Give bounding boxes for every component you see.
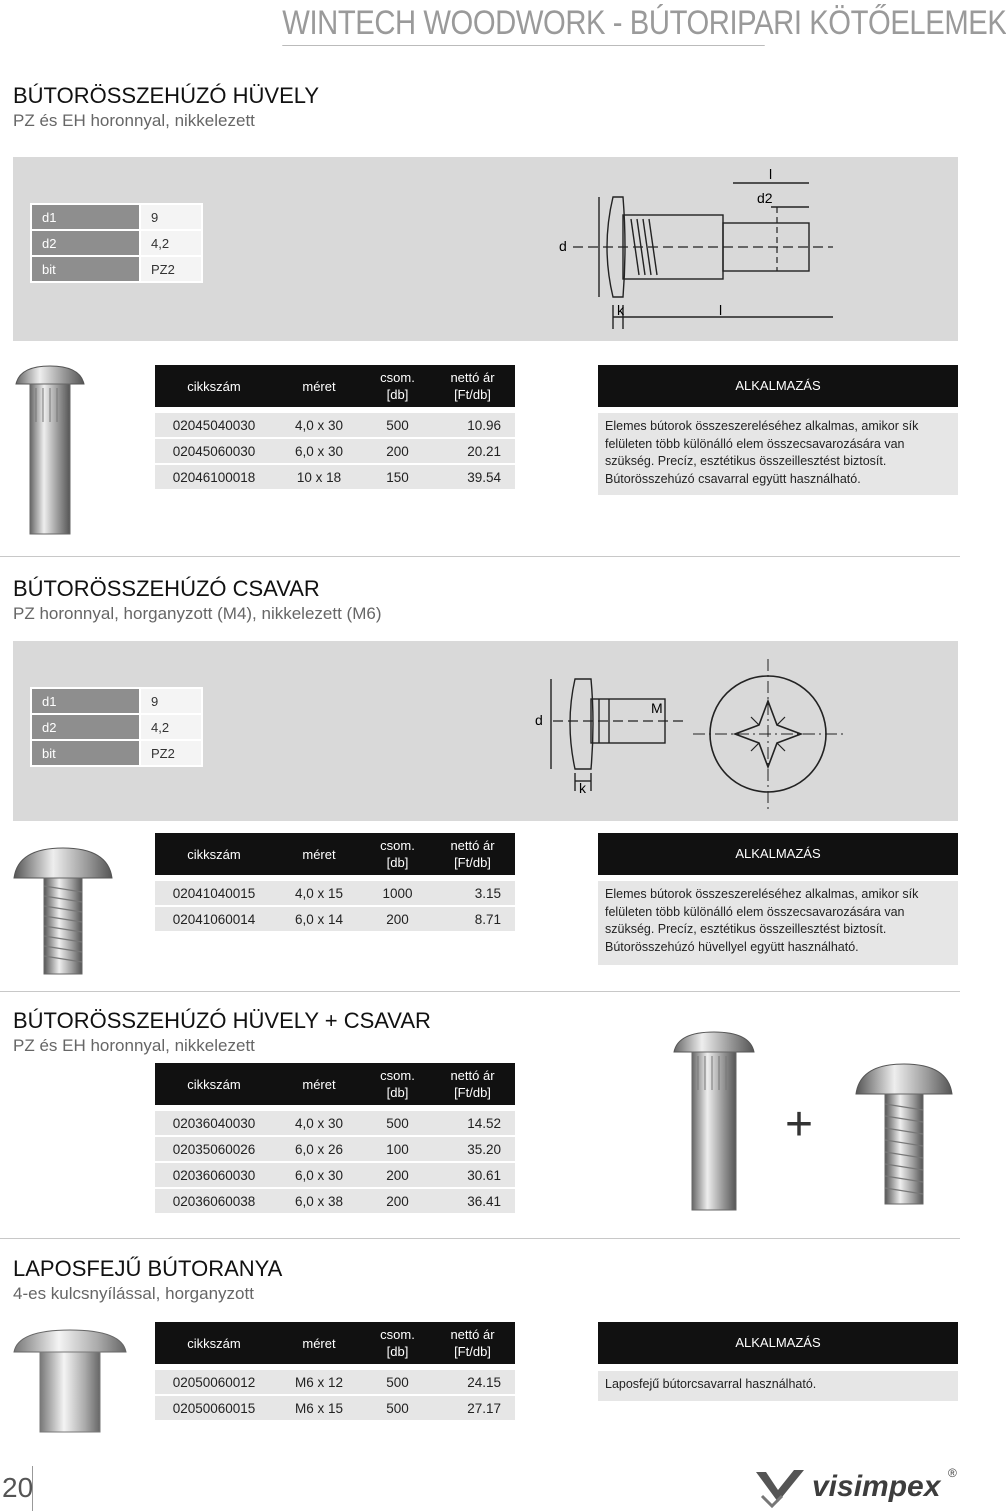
- section-title: BÚTORÖSSZEHÚZÓ HÜVELY + CSAVAR: [13, 1008, 431, 1033]
- technical-drawing-panel: [13, 641, 958, 821]
- col-header-sku: cikkszám: [155, 1063, 273, 1108]
- col-header-pack: csom. [db]: [365, 365, 430, 410]
- col-header-price: nettó ár [Ft/db]: [430, 1322, 515, 1367]
- spec-value: 4,2: [140, 230, 202, 256]
- col-header-price: nettó ár [Ft/db]: [430, 1063, 515, 1108]
- col-header-pack: csom. [db]: [365, 1322, 430, 1367]
- product-table: [155, 1063, 515, 1213]
- table-row: 02045040030 4,0 x 30 500 10.96: [155, 410, 515, 438]
- col-header-pack: csom. [db]: [365, 1063, 430, 1108]
- section-subtitle: PZ és EH horonnyal, nikkelezett: [13, 111, 255, 130]
- col-header-size: méret: [273, 1322, 365, 1367]
- spec-value: 4,2: [140, 714, 202, 740]
- product-table: [155, 1322, 515, 1420]
- col-header-price: nettó ár [Ft/db]: [430, 833, 515, 878]
- product-table: [155, 833, 515, 931]
- dim-label: l: [719, 302, 723, 318]
- pozidriv-head-drawing: [693, 659, 843, 809]
- screw-product-image: [852, 1060, 956, 1210]
- section-divider: [0, 991, 960, 992]
- page-header-title: WINTECH WOODWORK - BÚTORIPARI KÖTŐELEMEK: [282, 2, 764, 46]
- table-row: 02045060030 6,0 x 30 200 20.21: [155, 438, 515, 464]
- table-row: 02036060038 6,0 x 38 200 36.41: [155, 1188, 515, 1213]
- col-header-size: méret: [273, 365, 365, 410]
- spec-value: PZ2: [140, 256, 202, 282]
- sleeve-product-image: [668, 1028, 760, 1214]
- section-subtitle: PZ és EH horonnyal, nikkelezett: [13, 1036, 255, 1055]
- section-title: LAPOSFEJŰ BÚTORANYA: [13, 1256, 283, 1281]
- col-header-sku: cikkszám: [155, 1322, 273, 1367]
- spec-table: [30, 203, 203, 283]
- application-header: ALKALMAZÁS: [598, 1322, 958, 1364]
- page-number: 20: [2, 1472, 34, 1503]
- dim-label: k: [617, 302, 624, 318]
- dim-label: l: [769, 166, 773, 182]
- section-title: BÚTORÖSSZEHÚZÓ CSAVAR: [13, 576, 320, 601]
- col-header-pack: csom. [db]: [365, 833, 430, 878]
- spec-value: 9: [140, 688, 202, 714]
- application-text: Elemes bútorok összeszereléséhez alkalmas, amikor sík felületen több különálló elem összecsavarozására van szükség. Precíz, esztétikus összeillesztést biztosít. Bútorösszehúzó hüvellyel együtt használható.: [598, 881, 958, 965]
- nut-product-image: [10, 1326, 130, 1436]
- screw-product-image: [10, 846, 116, 978]
- section-title: BÚTORÖSSZEHÚZÓ HÜVELY: [13, 83, 320, 108]
- application-header: ALKALMAZÁS: [598, 833, 958, 875]
- table-row: 02050060015 M6 x 15 500 27.17: [155, 1395, 515, 1420]
- spec-label: d1: [31, 688, 140, 714]
- spec-label: d2: [31, 230, 140, 256]
- col-header-size: méret: [273, 833, 365, 878]
- application-header: ALKALMAZÁS: [598, 365, 958, 407]
- col-header-size: méret: [273, 1063, 365, 1108]
- sleeve-drawing: [533, 157, 953, 341]
- dim-label: M: [651, 700, 663, 716]
- visimpex-logo: [748, 1466, 958, 1508]
- technical-drawing-panel: [13, 157, 958, 341]
- dim-label: d: [559, 238, 567, 254]
- spec-label: bit: [31, 740, 140, 766]
- spec-value: 9: [140, 204, 202, 230]
- table-row: 02050060012 M6 x 12 500 24.15: [155, 1367, 515, 1395]
- table-row: 02035060026 6,0 x 26 100 35.20: [155, 1136, 515, 1162]
- spec-label: d2: [31, 714, 140, 740]
- logo-text: visimpex: [812, 1470, 941, 1503]
- table-row: 02046100018 10 x 18 150 39.54: [155, 464, 515, 489]
- section-subtitle: PZ horonnyal, horganyzott (M4), nikkelezett (M6): [13, 604, 382, 623]
- page-number-box: [0, 1466, 33, 1511]
- table-row: 02041060014 6,0 x 14 200 8.71: [155, 906, 515, 931]
- dim-label: d2: [757, 190, 773, 206]
- col-header-sku: cikkszám: [155, 833, 273, 878]
- section-divider: [0, 1238, 960, 1239]
- spec-label: d1: [31, 204, 140, 230]
- logo-mark-icon: [748, 1466, 810, 1508]
- spec-label: bit: [31, 256, 140, 282]
- application-text: Elemes bútorok összeszereléséhez alkalmas, amikor sík felületen több különálló elem összecsavarozására van szükség. Precíz, esztétikus összeillesztést biztosít. Bútorösszehúzó csavarral együtt használható.: [598, 413, 958, 495]
- table-row: 02036040030 4,0 x 30 500 14.52: [155, 1108, 515, 1136]
- table-row: 02041040015 4,0 x 15 1000 3.15: [155, 878, 515, 906]
- section-divider: [0, 556, 960, 557]
- product-table: [155, 365, 515, 489]
- registered-mark: ®: [948, 1466, 957, 1480]
- spec-table: [30, 687, 203, 767]
- section-subtitle: 4-es kulcsnyílással, horganyzott: [13, 1284, 254, 1303]
- dim-label: k: [579, 780, 586, 796]
- table-row: 02036060030 6,0 x 30 200 30.61: [155, 1162, 515, 1188]
- col-header-sku: cikkszám: [155, 365, 273, 410]
- col-header-price: nettó ár [Ft/db]: [430, 365, 515, 410]
- application-text: Laposfejű bútorcsavarral használható.: [598, 1371, 958, 1401]
- dim-label: d: [535, 712, 543, 728]
- plus-sign: +: [785, 1098, 814, 1151]
- sleeve-product-image: [10, 362, 90, 540]
- spec-value: PZ2: [140, 740, 202, 766]
